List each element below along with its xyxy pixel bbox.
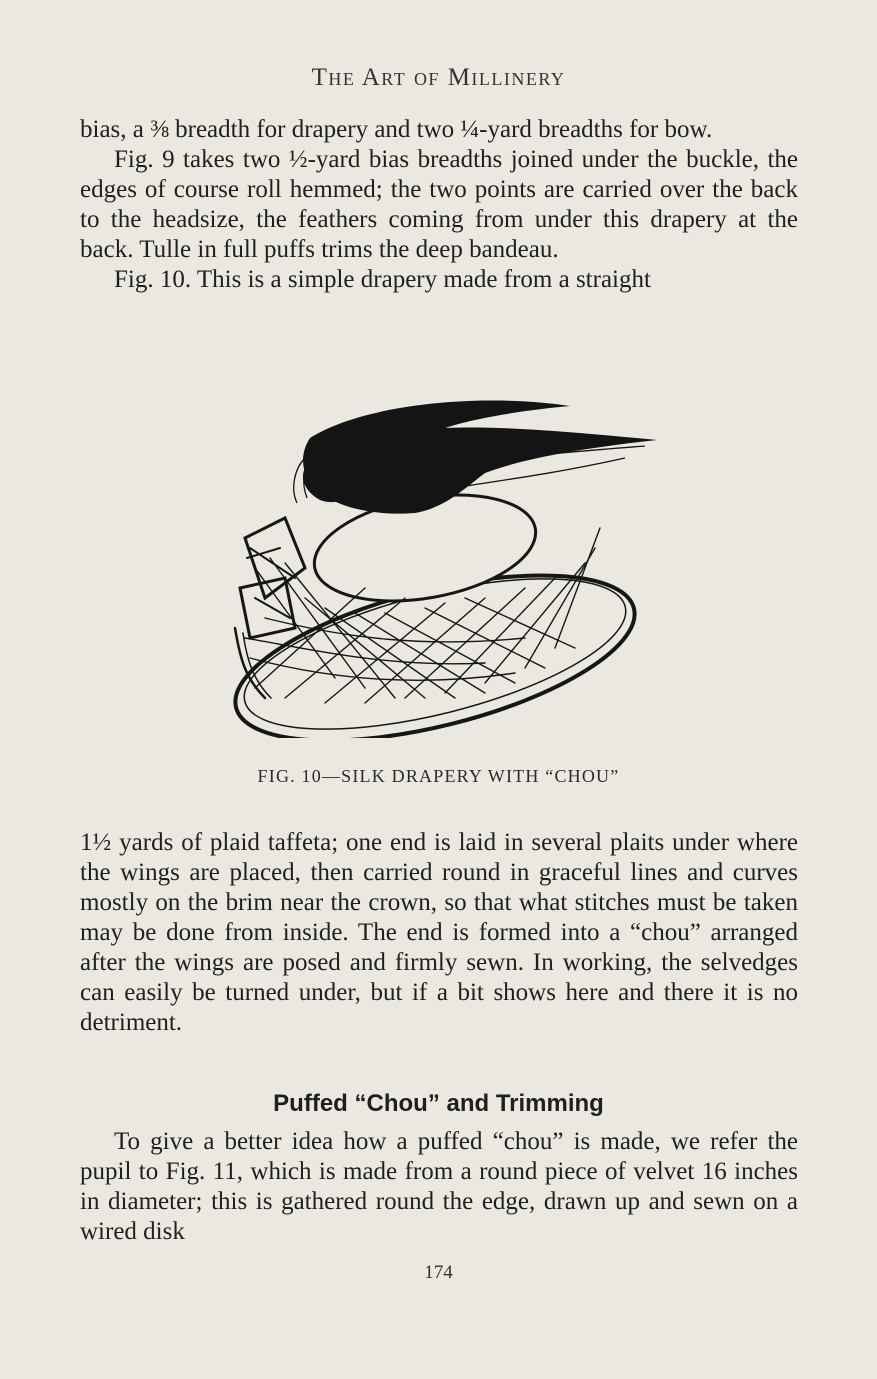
paragraph: To give a better idea how a puffed “chou” is made, we refer the pupil to Fig. 11, which is made from a round piece of velvet 16 inches in diameter; this is gathered round the edge, drawn up and sewn on a wired disk <box>80 1128 798 1245</box>
body-text-bottom <box>80 1127 798 1247</box>
body-text-middle <box>80 828 798 1038</box>
hat-illustration-icon <box>225 398 665 738</box>
running-head: The Art of Millinery <box>311 64 566 91</box>
body-text-top <box>80 115 798 295</box>
paragraph: Fig. 10. This is a simple drapery made from a straight <box>114 266 651 293</box>
figure-caption: FIG. 10—SILK DRAPERY WITH “CHOU” <box>257 766 620 786</box>
section-heading: Puffed “Chou” and Trimming <box>273 1090 604 1117</box>
page-number: 174 <box>424 1262 453 1283</box>
paragraph: Fig. 9 takes two ½-yard bias breadths joined under the buckle, the edges of course roll hemmed; the two points are carried over the back to the headsize, the feathers coming from under this drapery at the back. Tulle in full puffs trims the deep bandeau. <box>80 146 798 263</box>
paragraph: 1½ yards of plaid taffeta; one end is laid in several plaits under where the wings are placed, then carried round in graceful lines and curves mostly on the brim near the crown, so that what stitches must be taken may be done from inside. The end is formed into a “chou” arranged after the wings are posed and firmly sewn. In working, the selvedges can easily be turned under, but if a bit shows here and there it is no detriment. <box>80 829 798 1036</box>
paragraph: bias, a ⅜ breadth for drapery and two ¼-yard breadths for bow. <box>80 116 713 143</box>
